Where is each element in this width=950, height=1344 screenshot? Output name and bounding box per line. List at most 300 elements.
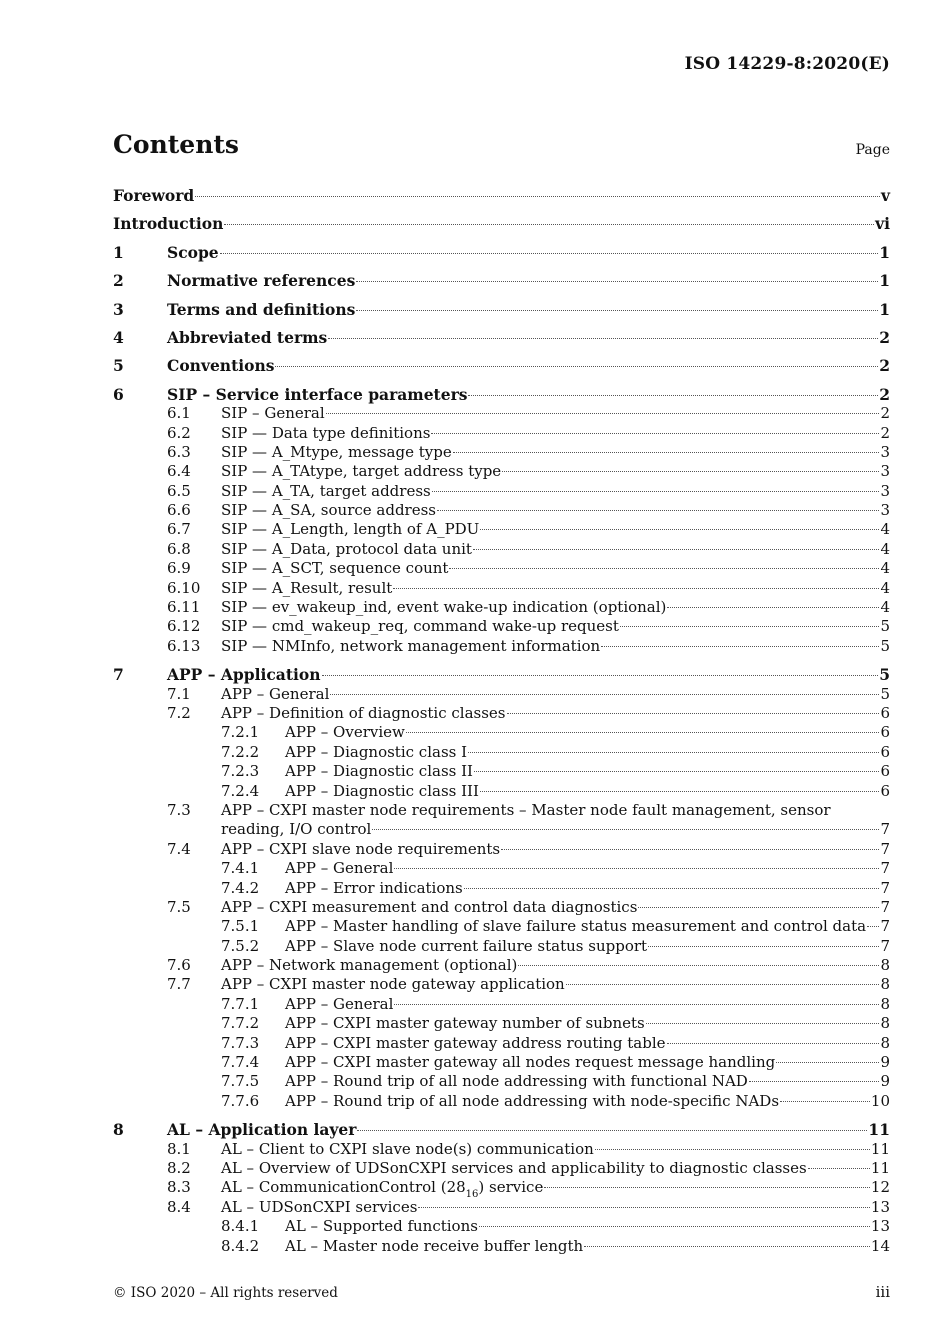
toc-entry[interactable]	[113, 723, 890, 742]
toc-entry-title	[167, 385, 467, 404]
dot-leader	[275, 366, 878, 367]
toc-entry-title-text: APP – Definition of diagnostic classes	[221, 703, 506, 722]
toc-entry-title	[221, 956, 517, 975]
toc-entry[interactable]	[113, 1217, 890, 1236]
toc-entry-title	[285, 879, 463, 898]
toc-entry-number: 6	[113, 384, 124, 404]
toc-entry-title	[167, 328, 327, 347]
toc-entry[interactable]	[113, 1092, 890, 1111]
toc-entry-title	[221, 704, 506, 723]
toc-entry-title-text: APP – Application	[167, 665, 321, 685]
toc-entry[interactable]	[113, 975, 890, 994]
toc-entry-number: 6.2	[167, 423, 191, 442]
toc-entry-page: 3	[880, 481, 890, 500]
toc-entry-title	[221, 501, 436, 520]
toc-entry-title-text: SIP — A_Mtype, message type	[221, 442, 452, 461]
toc-entry-title-text: APP – CXPI slave node requirements	[221, 839, 501, 858]
toc-entry-title-text: APP – CXPI master node requirements – Master node fault management, sensor	[221, 800, 831, 819]
dot-leader	[437, 510, 879, 511]
toc-entry-page: 3	[880, 501, 890, 520]
toc-entry[interactable]	[113, 214, 890, 233]
toc-entry[interactable]	[113, 424, 890, 443]
toc-entry-number: 6.13	[167, 636, 201, 655]
toc-entry-title	[221, 598, 666, 617]
toc-entry-title-text: APP – CXPI measurement and control data diagnostics	[221, 897, 638, 916]
toc-entry[interactable]	[113, 820, 890, 839]
toc-entry-page: 2	[880, 404, 890, 423]
dot-leader	[356, 281, 878, 282]
toc-entry[interactable]	[113, 598, 890, 617]
toc-entry[interactable]	[113, 1072, 890, 1091]
toc-entry-title	[285, 723, 405, 742]
toc-entry-title-text: APP – Diagnostic class II	[285, 762, 473, 781]
toc-entry[interactable]	[113, 243, 890, 262]
toc-entry-page: 1	[879, 242, 890, 262]
toc-entry-title-text: SIP — Data type definitions	[221, 423, 431, 442]
toc-entry-title	[221, 559, 448, 578]
toc-entry-number: 2	[113, 271, 124, 291]
toc-entry-title	[285, 1072, 748, 1091]
dot-leader	[220, 253, 879, 254]
toc-entry-title-text: Normative references	[167, 271, 356, 291]
toc-entry-title-text: SIP — A_Data, protocol data unit	[221, 539, 472, 558]
toc-entry[interactable]	[113, 704, 890, 723]
toc-entry-title-text: APP – Error indications	[285, 878, 463, 897]
toc-entry-title-text: APP – CXPI master gateway number of subnets	[285, 1014, 645, 1033]
toc-entry-title-text: AL – Supported functions	[285, 1217, 478, 1236]
toc-entry-title	[167, 243, 219, 262]
toc-entry-page: vi	[875, 214, 890, 234]
toc-entry-title	[221, 404, 325, 423]
dot-leader	[867, 926, 879, 927]
toc-entry-title	[113, 186, 194, 205]
page-title: Contents	[113, 130, 240, 159]
toc-entry-title-text: SIP — A_SA, source address	[221, 501, 437, 520]
toc-entry[interactable]	[113, 1014, 890, 1033]
toc-entry-page: 6	[880, 781, 890, 800]
toc-entry-title	[221, 462, 501, 481]
toc-entry-title	[285, 782, 479, 801]
dot-leader	[356, 310, 878, 311]
toc-entry[interactable]	[113, 956, 890, 975]
toc-entry-title	[167, 271, 355, 290]
dot-leader	[468, 752, 879, 753]
dot-leader	[328, 338, 878, 339]
dot-leader	[372, 829, 879, 830]
toc-entry-number: 4	[113, 327, 124, 347]
toc-entry-title-text: AL – CommunicationControl (28	[221, 1178, 466, 1197]
dot-leader	[453, 452, 880, 453]
toc-entry-title	[113, 214, 223, 233]
dot-leader	[584, 1246, 870, 1247]
dot-leader	[195, 196, 880, 197]
toc-entry-title	[285, 917, 866, 936]
toc-entry-page: 7	[880, 936, 890, 955]
dot-leader	[418, 1207, 870, 1208]
toc-entry-title	[285, 1217, 478, 1236]
toc-entry[interactable]	[113, 665, 890, 684]
toc-entry-number: 7.7.1	[221, 994, 260, 1013]
dot-leader	[749, 1081, 880, 1082]
toc-entry-title-text: SIP — A_SCT, sequence count	[221, 559, 449, 578]
toc-entry-page: 5	[880, 636, 890, 655]
dot-leader	[480, 791, 880, 792]
toc-entry-page: 8	[880, 956, 890, 975]
toc-entry[interactable]	[113, 1140, 890, 1159]
toc-entry-number: 7.2.4	[221, 781, 260, 800]
dot-leader	[507, 713, 880, 714]
toc-entry[interactable]	[113, 271, 890, 290]
toc-entry-title	[221, 482, 431, 501]
toc-entry-title	[221, 579, 392, 598]
toc-entry-title-text: APP – Diagnostic class I	[285, 742, 468, 761]
toc-entry-page: 7	[880, 917, 890, 936]
toc-entry[interactable]	[113, 801, 890, 820]
toc-entry[interactable]	[113, 617, 890, 636]
toc-entry-number: 6.4	[167, 462, 191, 481]
toc-entry-number: 6.9	[167, 559, 191, 578]
toc-entry-title-text: APP – Round trip of all node addressing with functional NAD	[285, 1072, 748, 1091]
dot-leader	[330, 694, 879, 695]
toc-entry-title-text: APP – Network management (optional)	[221, 956, 518, 975]
toc-entry-number: 7.5	[167, 897, 191, 916]
toc-entry-title-text: SIP — A_Result, result	[221, 578, 393, 597]
toc-entry-title-text: APP – General	[285, 859, 394, 878]
toc-entry-page: 2	[879, 356, 890, 376]
dot-leader	[566, 984, 880, 985]
toc-entry-title	[285, 859, 393, 878]
toc-entry-title-text: Foreword	[113, 186, 195, 205]
toc-entry-title	[221, 685, 329, 704]
toc-entry[interactable]	[113, 1034, 890, 1053]
toc-entry-title-text: AL – Overview of UDSonCXPI services and applicability to diagnostic classes	[221, 1158, 807, 1177]
dot-leader	[646, 1023, 880, 1024]
toc-entry-number: 7.7	[167, 975, 191, 994]
toc-entry-title	[167, 665, 321, 684]
toc-entry-title	[221, 520, 479, 539]
toc-entry[interactable]	[113, 328, 890, 347]
toc-entry-number: 6.8	[167, 539, 191, 558]
toc-entry-title-text: APP – General	[285, 994, 394, 1013]
toc-entry-title-text: SIP – Service interface parameters	[167, 384, 468, 404]
toc-entry-title	[285, 995, 393, 1014]
toc-entry[interactable]	[113, 300, 890, 319]
toc-entry-title	[221, 637, 600, 656]
toc-entry-title-text: SIP – General	[221, 404, 325, 423]
toc-entry-title	[285, 1053, 775, 1072]
toc-entry-title-text: APP – Slave node current failure status support	[285, 936, 648, 955]
dot-leader	[394, 868, 879, 869]
toc-entry-title-text: APP – Diagnostic class III	[285, 781, 479, 800]
toc-entry-page: 11	[868, 1120, 890, 1140]
toc-entry[interactable]	[113, 782, 890, 801]
toc-entry-number: 7.4.1	[221, 859, 260, 878]
dot-leader	[648, 946, 879, 947]
dot-leader	[449, 568, 879, 569]
toc-entry-number: 7.6	[167, 956, 191, 975]
toc-entry-title-text: APP – Overview	[285, 723, 405, 742]
toc-entry[interactable]	[113, 1053, 890, 1072]
dot-leader	[595, 1149, 870, 1150]
toc-entry-title-text: APP – CXPI master node gateway application	[221, 975, 565, 994]
toc-entry[interactable]	[113, 1159, 890, 1178]
toc-entry-title	[285, 937, 647, 956]
toc-entry-title-text: AL – Client to CXPI slave node(s) communication	[221, 1139, 594, 1158]
dot-leader	[501, 849, 879, 850]
toc-entry[interactable]	[113, 1237, 890, 1256]
toc-entry-page: 5	[879, 665, 890, 685]
toc-entry-title	[167, 356, 274, 375]
toc-entry-page: 3	[880, 442, 890, 461]
dot-leader	[601, 646, 879, 647]
dot-leader	[468, 395, 878, 396]
toc-entry[interactable]	[113, 1120, 890, 1139]
dot-leader	[667, 607, 879, 608]
toc-entry-number: 7.4	[167, 839, 191, 858]
table-of-contents	[113, 186, 890, 1256]
dot-leader	[326, 413, 880, 414]
toc-entry-title-text: Terms and definitions	[167, 299, 356, 319]
toc-entry-page: 11	[870, 1139, 890, 1158]
dot-leader	[406, 732, 880, 733]
toc-entry-number: 7.3	[167, 800, 191, 819]
dot-leader	[394, 1004, 879, 1005]
toc-entry-title	[221, 617, 619, 636]
toc-entry-page: 2	[879, 384, 890, 404]
dot-leader	[393, 588, 879, 589]
dot-leader	[464, 888, 880, 889]
toc-entry[interactable]	[113, 859, 890, 878]
toc-entry-number: 6.1	[167, 404, 191, 423]
toc-entry-number: 7.7.2	[221, 1014, 260, 1033]
toc-entry[interactable]	[113, 501, 890, 520]
toc-entry-number: 7.7.6	[221, 1091, 260, 1110]
toc-entry-title	[221, 1198, 417, 1217]
dot-leader	[502, 471, 879, 472]
toc-entry[interactable]	[113, 743, 890, 762]
toc-entry[interactable]	[113, 995, 890, 1014]
toc-entry-page: 10	[870, 1091, 890, 1110]
toc-entry[interactable]	[113, 840, 890, 859]
toc-entry-page: 6	[880, 703, 890, 722]
toc-entry[interactable]	[113, 482, 890, 501]
toc-entry-page: 7	[880, 820, 890, 839]
toc-entry-title-text: Scope	[167, 242, 219, 262]
toc-entry-title	[285, 1237, 583, 1256]
toc-entry[interactable]	[113, 462, 890, 481]
dot-leader	[322, 675, 879, 676]
toc-entry-title-text: APP – Round trip of all node addressing with node-specific NADs	[285, 1091, 780, 1110]
toc-entry-number: 7.2.1	[221, 723, 260, 742]
toc-entry-number: 1	[113, 242, 124, 262]
toc-entry[interactable]	[113, 356, 890, 375]
toc-entry-title-text: APP – CXPI master gateway all nodes request message handling	[285, 1053, 776, 1072]
toc-entry-page: 5	[880, 617, 890, 636]
toc-entry-title	[285, 1092, 779, 1111]
toc-entry-number: 8.4	[167, 1197, 191, 1216]
toc-entry-title	[221, 1140, 594, 1159]
toc-entry-title-text: Abbreviated terms	[167, 327, 328, 347]
toc-entry[interactable]	[113, 917, 890, 936]
dot-leader	[620, 626, 880, 627]
toc-entry-number: 8.1	[167, 1139, 191, 1158]
toc-entry-number: 7.7.3	[221, 1033, 260, 1052]
toc-entry-title-text: Introduction	[113, 214, 224, 234]
toc-entry-title-text: SIP — A_Length, length of A_PDU	[221, 520, 480, 539]
toc-entry-number: 6.10	[167, 578, 201, 597]
toc-entry-title	[167, 1120, 356, 1139]
toc-entry-title-text: APP – General	[221, 684, 330, 703]
toc-entry-page: 2	[880, 423, 890, 442]
toc-entry[interactable]	[113, 520, 890, 539]
toc-entry-page: 6	[880, 723, 890, 742]
toc-entry-title-text: AL – Master node receive buffer length	[285, 1236, 584, 1255]
toc-entry-number: 7.5.2	[221, 936, 260, 955]
dot-leader	[518, 965, 879, 966]
toc-entry[interactable]	[113, 762, 890, 781]
toc-entry[interactable]	[113, 1198, 890, 1217]
toc-entry-page: 7	[880, 839, 890, 858]
toc-entry-title-text: APP – Master handling of slave failure status measurement and control data	[285, 917, 867, 936]
toc-entry-number: 5	[113, 356, 124, 376]
toc-entry[interactable]	[113, 898, 890, 917]
dot-leader	[480, 529, 879, 530]
toc-entry-number: 6.7	[167, 520, 191, 539]
toc-entry-title-text: reading, I/O control	[221, 820, 372, 839]
toc-entry-page: 7	[880, 859, 890, 878]
toc-entry-number: 6.6	[167, 501, 191, 520]
toc-entry-page: 7	[880, 897, 890, 916]
toc-entry-page: 12	[870, 1178, 890, 1197]
toc-entry-title-text: SIP — NMInfo, network management information	[221, 636, 601, 655]
toc-entry-page: 2	[879, 327, 890, 347]
toc-entry-number: 6.11	[167, 598, 201, 617]
toc-entry-page: 6	[880, 742, 890, 761]
toc-entry[interactable]	[113, 685, 890, 704]
toc-entry-title-text: APP – CXPI master gateway address routing table	[285, 1033, 666, 1052]
toc-entry[interactable]	[113, 579, 890, 598]
toc-entry-number: 3	[113, 299, 124, 319]
document-identifier: ISO 14229-8:2020(E)	[684, 54, 890, 74]
toc-entry[interactable]	[113, 559, 890, 578]
toc-entry-page: 13	[870, 1197, 890, 1216]
dot-leader	[776, 1062, 879, 1063]
toc-entry-number: 8.4.1	[221, 1217, 260, 1236]
toc-entry-title	[285, 1014, 645, 1033]
toc-entry-number: 7.2	[167, 703, 191, 722]
toc-entry-number: 8.2	[167, 1158, 191, 1177]
toc-entry-page: 8	[880, 1014, 890, 1033]
toc-entry-page: 8	[880, 975, 890, 994]
toc-entry-title-text: SIP — cmd_wakeup_req, command wake-up request	[221, 617, 619, 636]
toc-entry-title	[285, 762, 473, 781]
toc-entry-page: 13	[870, 1217, 890, 1236]
toc-entry-page: v	[880, 186, 890, 205]
toc-entry[interactable]	[113, 443, 890, 462]
toc-entry[interactable]	[113, 1178, 890, 1201]
dot-leader	[544, 1187, 870, 1188]
toc-entry-title	[221, 443, 452, 462]
toc-entry-number: 7.2.3	[221, 762, 260, 781]
toc-entry-number: 7	[113, 665, 124, 685]
toc-entry-page: 3	[880, 462, 890, 481]
toc-entry-title	[221, 898, 637, 917]
toc-entry-number: 7.4.2	[221, 878, 260, 897]
toc-entry-title-text: SIP — A_TAtype, target address type	[221, 462, 502, 481]
dot-leader	[808, 1168, 870, 1169]
toc-entry-number: 6.12	[167, 617, 201, 636]
dot-leader	[479, 1226, 870, 1227]
toc-entry-number: 8	[113, 1120, 124, 1140]
toc-entry[interactable]	[113, 385, 890, 404]
dot-leader	[638, 907, 879, 908]
toc-entry-page: 9	[880, 1053, 890, 1072]
toc-entry-title-text: AL – Application layer	[167, 1120, 357, 1140]
toc-entry-number: 7.5.1	[221, 917, 260, 936]
toc-entry-page: 14	[870, 1236, 890, 1255]
toc-entry-title	[167, 300, 355, 319]
toc-entry-title	[285, 1034, 666, 1053]
toc-entry-title-text: SIP — A_TA, target address	[221, 481, 431, 500]
toc-entry-page: 9	[880, 1072, 890, 1091]
toc-entry-number: 8.3	[167, 1178, 191, 1197]
toc-entry-title-suffix: ) service	[478, 1178, 544, 1197]
toc-entry-page: 4	[880, 598, 890, 617]
dot-leader	[432, 491, 880, 492]
toc-entry-title	[221, 540, 472, 559]
dot-leader	[431, 433, 879, 434]
toc-entry-number: 6.5	[167, 481, 191, 500]
toc-entry-page: 7	[880, 878, 890, 897]
toc-entry-title	[221, 801, 831, 820]
toc-entry-page: 1	[879, 271, 890, 291]
toc-entry[interactable]	[113, 937, 890, 956]
page-number: iii	[875, 1283, 890, 1301]
toc-entry-page: 4	[880, 520, 890, 539]
toc-entry[interactable]	[113, 186, 890, 205]
dot-leader	[667, 1043, 880, 1044]
toc-entry-title	[285, 743, 467, 762]
page-column-label: Page	[855, 142, 890, 158]
dot-leader	[780, 1101, 870, 1102]
toc-entry-title-subscript: 16	[465, 1189, 479, 1201]
toc-entry-title	[221, 820, 371, 839]
toc-entry-page: 4	[880, 559, 890, 578]
toc-entry-page: 5	[880, 684, 890, 703]
toc-entry-title-text: SIP — ev_wakeup_ind, event wake-up indication (optional)	[221, 598, 667, 617]
toc-entry[interactable]	[113, 540, 890, 559]
toc-entry-title	[221, 1159, 807, 1178]
toc-entry-page: 1	[879, 299, 890, 319]
dot-leader	[473, 549, 880, 550]
toc-entry[interactable]	[113, 404, 890, 423]
copyright-notice: © ISO 2020 – All rights reserved	[113, 1285, 338, 1301]
dot-leader	[357, 1130, 867, 1131]
toc-entry-page: 6	[880, 762, 890, 781]
toc-entry-number: 7.1	[167, 684, 191, 703]
toc-entry-number: 6.3	[167, 442, 191, 461]
toc-entry[interactable]	[113, 879, 890, 898]
toc-entry-number: 7.7.4	[221, 1053, 260, 1072]
toc-entry-page: 4	[880, 578, 890, 597]
toc-entry-page: 4	[880, 539, 890, 558]
toc-entry[interactable]	[113, 637, 890, 656]
toc-entry-title	[221, 424, 430, 443]
toc-entry-number: 7.2.2	[221, 742, 260, 761]
toc-entry-number: 7.7.5	[221, 1072, 260, 1091]
toc-entry-title	[221, 975, 565, 994]
dot-leader	[474, 771, 879, 772]
